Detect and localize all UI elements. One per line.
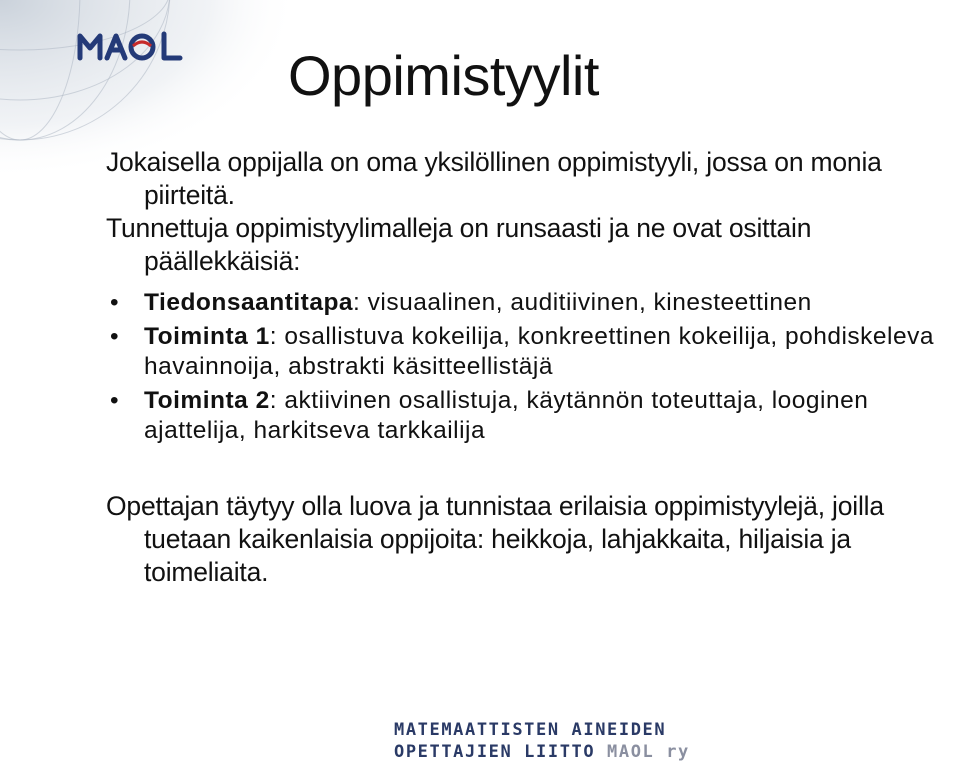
list-item: [106, 288, 956, 318]
list-item-term: Toiminta 1: [144, 323, 270, 350]
list-item-term: Toiminta 2: [144, 387, 270, 414]
footer-line-2-suffix: MAOL ry: [607, 742, 690, 762]
footer-line-1: MATEMAATTISTEN AINEIDEN: [394, 720, 667, 740]
footer-line-2-main: OPETTAJIEN LIITTO: [394, 742, 596, 762]
slide-title: Oppimistyylit: [288, 44, 599, 107]
list-item: [106, 322, 956, 382]
list-item-term: Tiedonsaantitapa: [144, 289, 354, 316]
maol-logo: [76, 26, 188, 66]
bullet-icon: •: [110, 323, 120, 350]
closing-paragraph: Opettajan täytyy olla luova ja tunnistaa erilaisia oppimistyylejä, joilla tuetaan kaikenlaisia oppijoita: heikkoja, lahjakkaita, hiljaisia ja toimeliaita.: [106, 491, 884, 587]
list-item: [106, 386, 956, 446]
learning-style-list: [106, 288, 956, 446]
footer-organization-name: [394, 719, 690, 763]
list-item-text: : osallistuva kokeilija, konkreettinen kokeilija, pohdiskeleva havainnoija, abstrakti käsitteellistäjä: [144, 323, 934, 380]
intro-paragraph-1: Jokaisella oppijalla on oma yksilöllinen oppimistyyli, jossa on monia piirteitä.: [106, 147, 882, 210]
list-item-text: : visuaalinen, auditiivinen, kinesteettinen: [353, 289, 812, 316]
footer-line-2: [394, 741, 690, 763]
intro-paragraph-2: Tunnettuja oppimistyylimalleja on runsaasti ja ne ovat osittain päällekkäisiä:: [106, 213, 812, 276]
bullet-icon: •: [110, 387, 120, 414]
bullet-icon: •: [110, 289, 120, 316]
slide-content: [106, 146, 956, 589]
list-item-text: : aktiivinen osallistuja, käytännön toteuttaja, looginen ajattelija, harkitseva tarkkailija: [144, 387, 869, 444]
